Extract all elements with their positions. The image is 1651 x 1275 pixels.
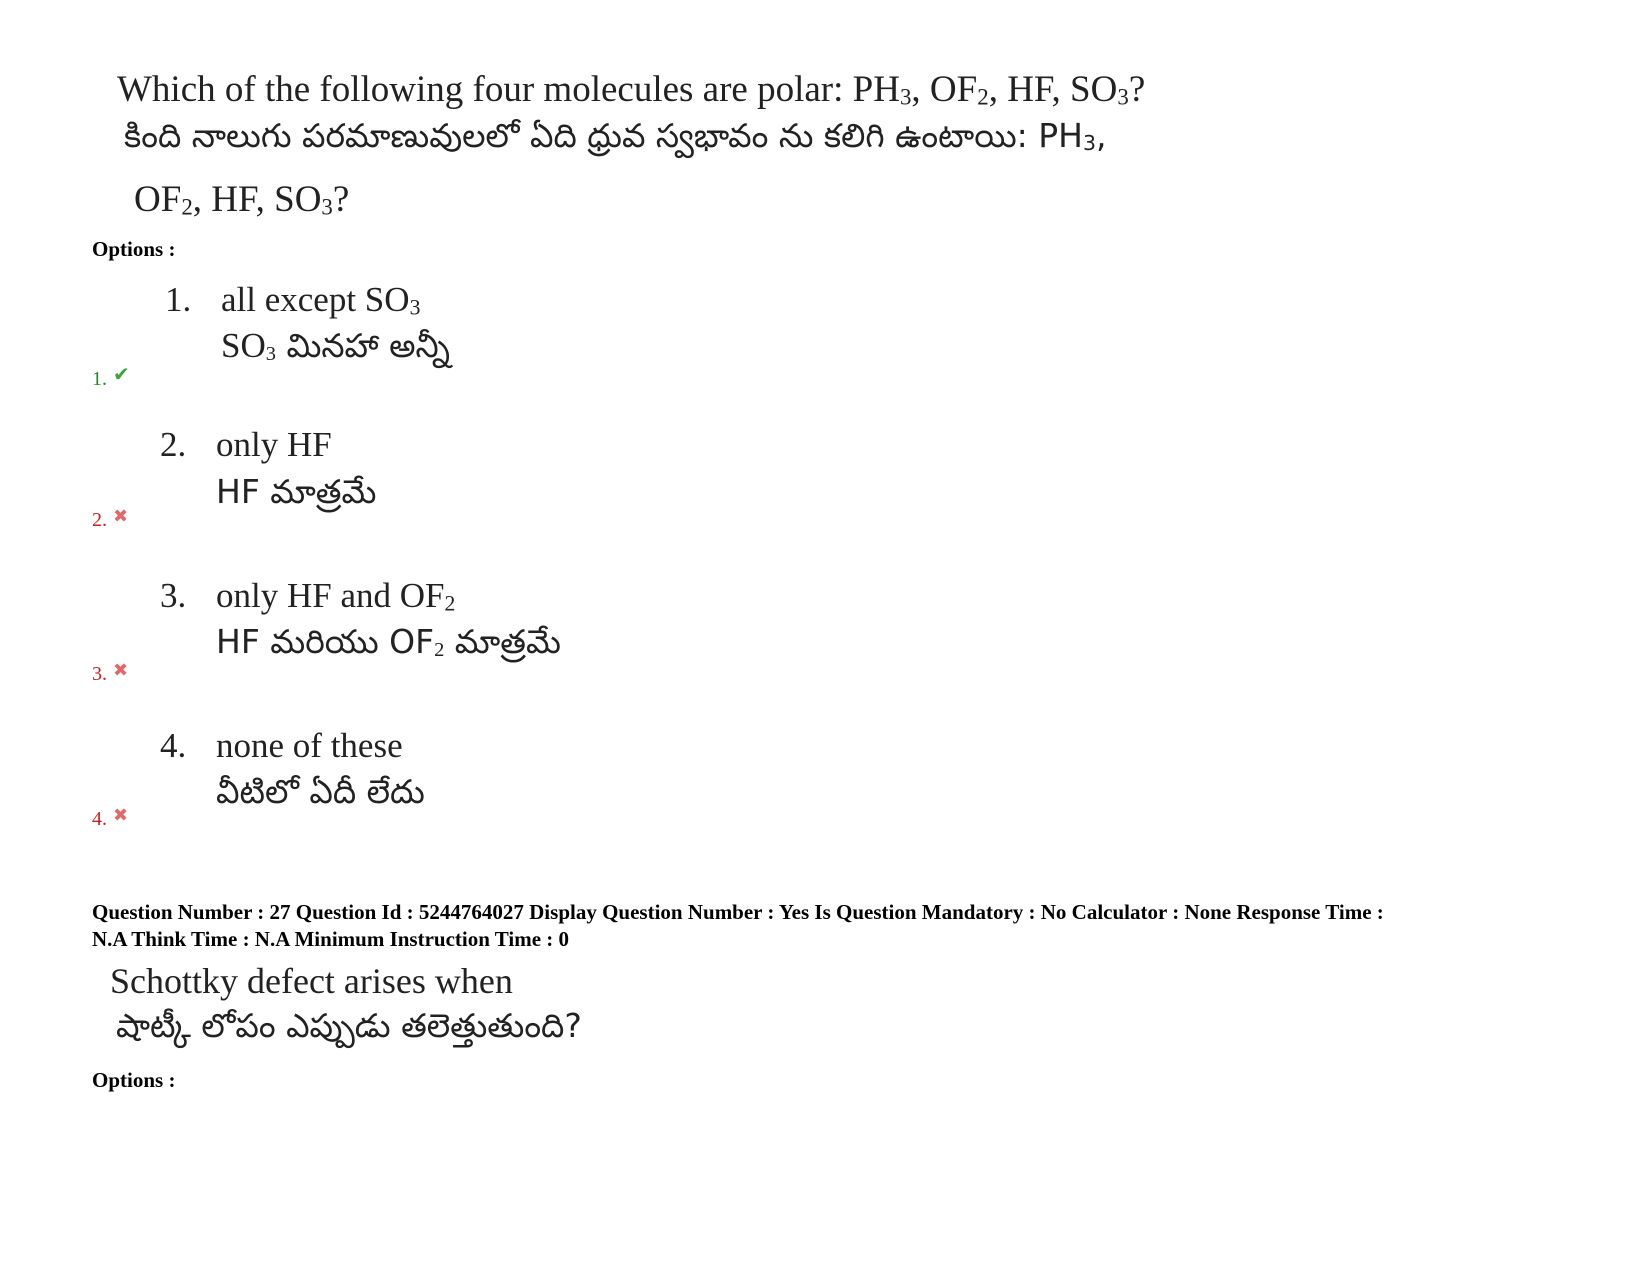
option-3-english: [216, 576, 455, 616]
question-2-metadata: [92, 899, 1572, 953]
q1-cont-sub-b: 3: [321, 194, 333, 220]
q1-text-d: ?: [1128, 69, 1146, 110]
option-3-number: 3.: [160, 576, 187, 615]
option-3-telugu: [216, 622, 561, 669]
option-1-english-sub: 3: [409, 295, 421, 320]
option-1-marker[interactable]: [92, 362, 130, 391]
option-2-english-text: only HF: [216, 425, 332, 464]
question-2-telugu: షాట్కీ లోపం ఎప్పుడు తలెత్తుతుంది?: [116, 1006, 582, 1045]
q1-cont-c: ?: [332, 179, 350, 220]
options-label-2: Options :: [92, 1068, 176, 1092]
question-2-english: Schottky defect arises when: [110, 961, 513, 1001]
option-3-english-sub: 2: [444, 591, 456, 616]
option-1-number: 1.: [165, 280, 192, 319]
option-1-te-a: SO: [221, 326, 266, 365]
option-1-te-sub: 3: [265, 343, 276, 366]
option-3-te-sub: 2: [434, 639, 445, 662]
q1-cont-a: OF: [134, 179, 182, 220]
question-1-continuation: [134, 178, 349, 221]
option-3-te-a: HF మరియు OF: [216, 622, 435, 661]
option-1-english-text: all except SO: [221, 280, 410, 319]
q1-te-comma: ,: [1096, 116, 1107, 155]
option-3-marker-label: 3.: [92, 663, 107, 685]
q1-text-c: , HF, SO: [988, 69, 1118, 110]
option-4-marker-label: 4.: [92, 808, 107, 830]
option-2-english: [216, 425, 332, 465]
option-3-marker[interactable]: [92, 660, 128, 686]
option-1-te-b: మినహా అన్నీ: [275, 326, 450, 365]
question-1-english: [117, 68, 1145, 111]
cross-icon: ✖: [113, 660, 129, 680]
cross-icon: ✖: [113, 805, 129, 825]
q1-sub-a: 3: [899, 84, 912, 110]
question-2-meta-line-2: N.A Think Time : N.A Minimum Instruction Time : 0: [92, 927, 570, 951]
option-2-marker[interactable]: [92, 506, 128, 532]
option-3-english-text: only HF and OF: [216, 576, 445, 615]
q1-sub-b: 2: [977, 84, 989, 110]
q1-cont-b: , HF, SO: [192, 179, 322, 220]
option-4-te-text: వీటిలో ఏదీ లేదు: [216, 772, 425, 811]
option-4-english: [216, 726, 403, 766]
q1-text-a: Which of the following four molecules are polar: PH: [117, 69, 900, 110]
question-1-telugu: [124, 116, 1107, 163]
q1-sub-c: 3: [1117, 84, 1129, 110]
q1-cont-sub-a: 2: [181, 194, 193, 220]
options-label: Options :: [92, 237, 176, 261]
option-1-marker-label: 1.: [92, 368, 107, 390]
q1-text-b: , OF: [911, 69, 978, 110]
option-4-number: 4.: [160, 726, 187, 765]
option-2-marker-label: 2.: [92, 509, 107, 531]
check-icon: ✔: [113, 364, 130, 386]
option-4-telugu: [216, 772, 425, 819]
option-2-number: 2.: [160, 425, 187, 464]
option-4-marker[interactable]: [92, 805, 128, 831]
option-1-telugu: [221, 326, 450, 373]
option-2-telugu: [216, 472, 376, 519]
q1-te-sub: 3: [1082, 131, 1096, 156]
cross-icon: ✖: [113, 506, 129, 526]
option-1-english: [221, 280, 420, 320]
option-3-te-b: మాత్రమే: [444, 622, 561, 661]
q1-te-text: కింది నాలుగు పరమాణువులలో ఏది ధ్రువ స్వభావం ను కలిగి ఉంటాయి: PH: [124, 116, 1083, 155]
question-2-meta-line-1: Question Number : 27 Question Id : 5244764027 Display Question Number : Yes Is Question Mandatory : No Calculator : None Response Time :: [92, 900, 1384, 924]
option-2-te-text: HF మాత్రమే: [216, 472, 377, 511]
option-4-english-text: none of these: [216, 726, 403, 765]
